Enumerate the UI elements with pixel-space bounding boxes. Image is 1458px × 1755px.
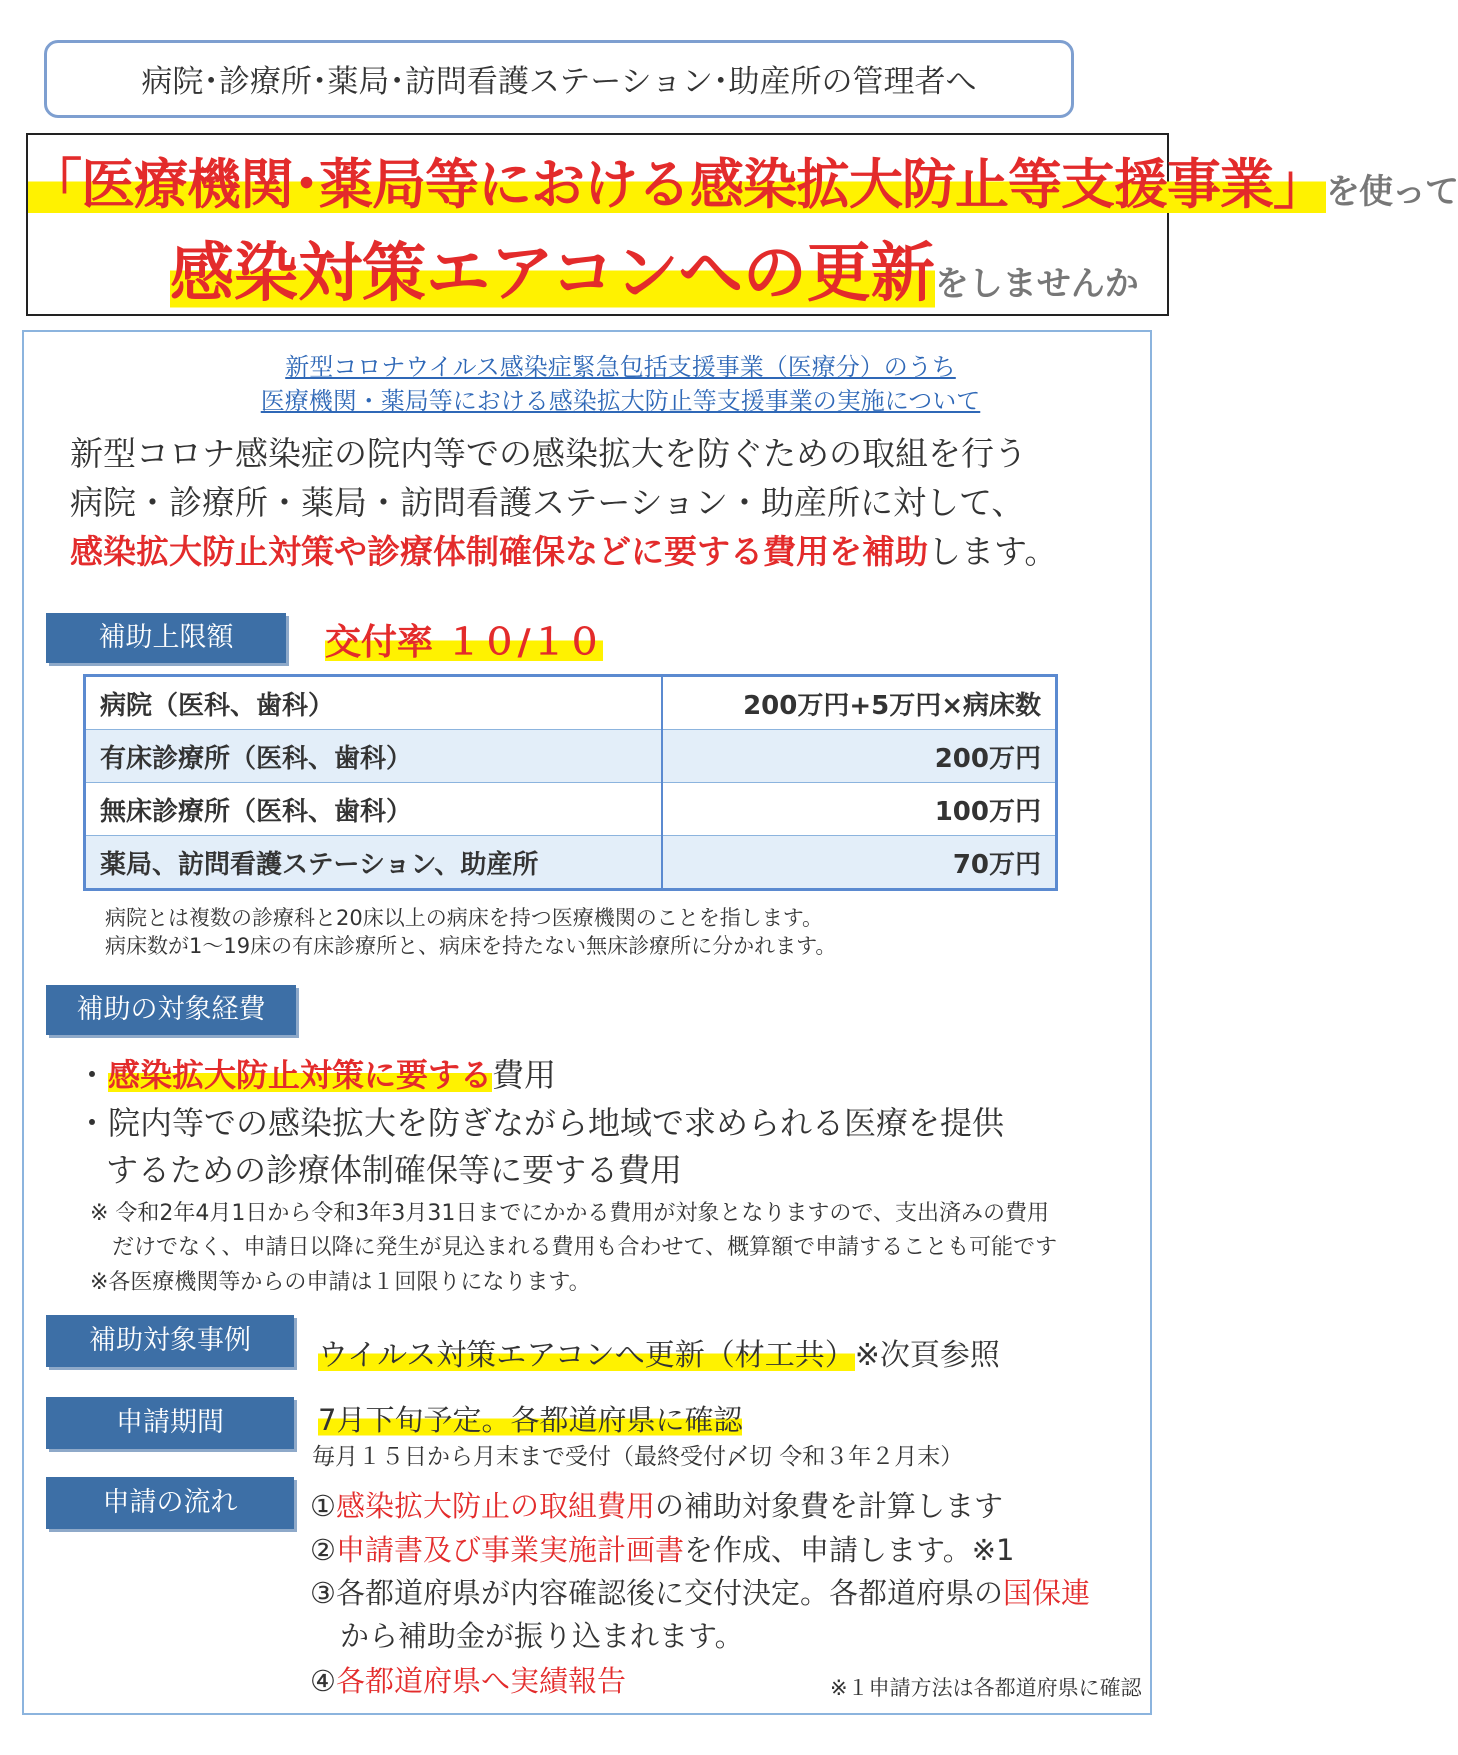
title-line2-main: 感染対策エアコンへの更新 <box>170 237 935 311</box>
subtitle-line2: 医療機関・薬局等における感染拡大防止等支援事業の実施について <box>260 387 981 415</box>
flow-step-3-text: 各都道府県が内容確認後に交付決定。各都道府県の <box>336 1576 1004 1610</box>
subsidy-rate-text: 交付率 １０/１０ <box>325 622 603 663</box>
bullet-dot: ・ <box>76 1104 109 1142</box>
table-row <box>85 836 1057 890</box>
example-text <box>318 1330 1000 1374</box>
intro-line3-rest: します。 <box>928 532 1058 571</box>
flow-step-1 <box>310 1484 1003 1525</box>
intro-line2: 病院・診療所・薬局・訪問看護ステーション・助産所に対して、 <box>70 483 1025 522</box>
cost-bullet-2-line1: 院内等での感染拡大を防ぎながら地域で求められる医療を提供 <box>108 1104 1005 1142</box>
section-label-limit: 補助上限額 <box>46 613 286 663</box>
audience-header <box>44 40 1074 118</box>
limit-table <box>83 674 1058 891</box>
bullet-dot: ・ <box>76 1056 109 1094</box>
cost-bullet-1-highlight: 感染拡大防止対策に要する <box>108 1056 493 1094</box>
section-label-flow: 申請の流れ <box>46 1477 294 1529</box>
flow-step-1-highlight: 感染拡大防止の取組費用 <box>336 1489 656 1523</box>
period-line2: 毎月１５日から月末まで受付（最終受付〆切 令和３年２月末） <box>312 1444 964 1470</box>
table-row <box>85 783 1057 836</box>
flow-step-3-line2: から補助金が振り込まれます。 <box>340 1619 744 1653</box>
cost-note-2: ※各医療機関等からの申請は１回限りになります。 <box>90 1270 591 1295</box>
table-cell-facility: 薬局、訪問看護ステーション、助産所 <box>85 836 663 890</box>
intro-highlight: 感染拡大防止対策や診療体制確保などに要する費用を補助 <box>70 532 928 571</box>
period-line1-text: 7月下旬予定。各都道府県に確認 <box>318 1403 743 1437</box>
table-cell-facility: 病院（医科、歯科） <box>85 676 663 730</box>
title-line1-main: 「医療機関･薬局等における感染拡大防止等支援事業」 <box>28 153 1326 216</box>
period-line1 <box>318 1398 742 1439</box>
flow-step-4-highlight: 各都道府県へ実績報告 <box>336 1664 627 1698</box>
table-note-1: 病院とは複数の診療科と20床以上の病床を持つ医療機関のことを指します。 <box>105 906 824 930</box>
flow-step-2-highlight: 申請書及び事業実施計画書 <box>336 1533 685 1567</box>
flow-step-2-num: ② <box>310 1533 336 1567</box>
table-row <box>85 676 1057 730</box>
intro-line3 <box>70 526 1057 573</box>
section-label-period: 申請期間 <box>46 1397 294 1449</box>
subtitle-line1: 新型コロナウイルス感染症緊急包括支援事業（医療分）のうち <box>285 353 956 381</box>
section-label-example: 補助対象事例 <box>46 1315 294 1367</box>
table-cell-amount: 200万円 <box>662 730 1057 783</box>
flow-step-1-rest: の補助対象費を計算します <box>655 1489 1004 1523</box>
cost-bullet-1 <box>76 1050 556 1096</box>
subsidy-rate <box>325 614 603 665</box>
title-line1 <box>28 142 1458 219</box>
cost-bullet-2-line2: するための診療体制確保等に要する費用 <box>106 1151 683 1189</box>
title-line2 <box>170 222 1139 314</box>
table-cell-amount: 200万円+5万円×病床数 <box>662 676 1057 730</box>
cost-bullet-2 <box>76 1098 1004 1144</box>
table-cell-amount: 70万円 <box>662 836 1057 890</box>
example-main: ウイルス対策エアコンへ更新（材工共） <box>318 1338 855 1373</box>
audience-header-text: 病院･診療所･薬局･訪問看護ステーション･助産所の管理者へ <box>141 64 977 100</box>
title-line1-suffix: を使って <box>1326 172 1458 212</box>
cost-bullet-1-rest: 費用 <box>492 1056 557 1094</box>
flow-step-3-highlight: 国保連 <box>1003 1576 1091 1610</box>
table-cell-amount: 100万円 <box>662 783 1057 836</box>
flow-step-3 <box>310 1571 1090 1612</box>
flow-step-4-num: ④ <box>310 1664 336 1698</box>
flow-footnote: ※１申請方法は各都道府県に確認 <box>830 1676 1142 1700</box>
flow-step-2-rest: を作成、申請します。※1 <box>684 1533 1015 1567</box>
flow-step-4 <box>310 1659 626 1700</box>
intro-line1: 新型コロナ感染症の院内等での感染拡大を防ぐための取組を行う <box>70 434 1027 473</box>
flow-step-1-num: ① <box>310 1489 336 1523</box>
flow-step-3-num: ③ <box>310 1576 336 1610</box>
table-row <box>85 730 1057 783</box>
table-note-2: 病床数が1～19床の有床診療所と、病床を持たない無床診療所に分かれます。 <box>105 934 837 958</box>
example-ref: ※次頁参照 <box>854 1338 1000 1373</box>
cost-note-1-line1: ※ 令和2年4月1日から令和3年3月31日までにかかる費用が対象となりますので、支出済みの費用 <box>90 1201 1049 1226</box>
flow-step-2 <box>310 1528 1014 1569</box>
table-cell-facility: 無床診療所（医科、歯科） <box>85 783 663 836</box>
title-line2-suffix: をしませんか <box>934 264 1139 304</box>
section-label-target-costs: 補助の対象経費 <box>46 985 296 1035</box>
table-cell-facility: 有床診療所（医科、歯科） <box>85 730 663 783</box>
cost-note-1-line2: だけでなく、申請日以降に発生が見込まれる費用も合わせて、概算額で申請することも可能です <box>112 1235 1058 1260</box>
